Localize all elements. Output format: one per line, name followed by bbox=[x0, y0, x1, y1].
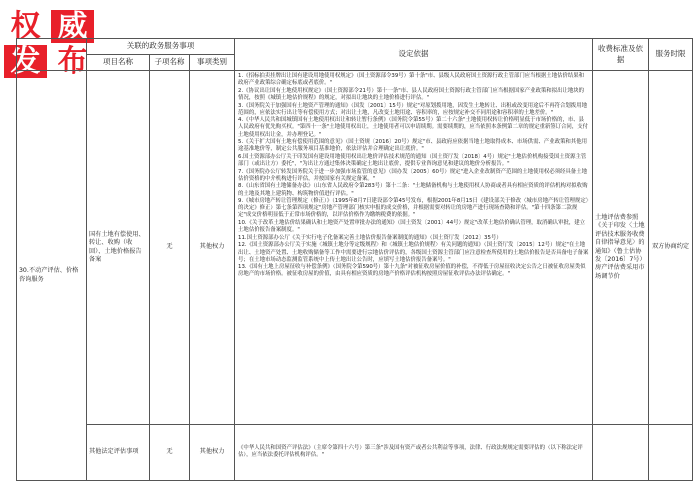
sub-item-cell: 无 bbox=[150, 425, 190, 481]
sub-item-cell: 无 bbox=[150, 71, 190, 425]
fee-header: 收费标准及依据 bbox=[593, 39, 649, 71]
item-name-header: 项目名称 bbox=[87, 55, 150, 71]
table-row bbox=[17, 71, 693, 425]
logo-char: 布 bbox=[57, 43, 88, 79]
basis-paragraph: 2.《协议出让国有土地使用权规定》（国土资源部令21号）第十一条"市、县人民政府国土资源行政主管部门应当根据国家产业政策和拟出让地块的情况，按照《城镇土地估价规程》的规定，对拟出让地块的土地价格进行评估。" bbox=[238, 87, 585, 101]
logo-char: 权 bbox=[10, 8, 41, 44]
basis-paragraph: 5.《关于扩大国有土地有偿使用范围的意见》（国土资规〔2016〕20号）规定"市、县政府应依据当地土地取得成本、市场供需、产业政策和其他用途基准地价等，制定公共服务项目基准地价，依法评估并合理确定出让底价。" bbox=[238, 139, 587, 153]
logo-char: 威 bbox=[51, 10, 94, 43]
logo-char: 发 bbox=[4, 45, 47, 78]
basis-paragraph: 10.《关于改革土地估价结果确认和土地资产处置审批办法的通知》（国土资发〔2001〕44号）规定"改革土地估价确认管理，取消确认审批，建立土地估价报告备案制度。" bbox=[238, 220, 586, 234]
basis-paragraph: 6.国土资源部办公厅关于印发国有建设用地使用权出让地价评估技术规范的通知（国土资厅发〔2018〕4号）规定"土地估价机构接受国土资源主管部门（或出让方）委托"，"为出让方通过集体决策确定土地出让底价，提供专业咨询意见和建议的地价分析报告。" bbox=[238, 153, 587, 167]
time-cell bbox=[649, 425, 693, 481]
header-row-top bbox=[17, 39, 693, 55]
group-header: 关联的政务服务事项 bbox=[87, 39, 235, 55]
services-table-frame bbox=[16, 38, 692, 492]
basis-cell bbox=[235, 425, 593, 481]
category-header: 事项类别 bbox=[190, 55, 235, 71]
index-name-cell: 30.不动产评估、价格咨询服务 bbox=[17, 71, 87, 481]
time-cell: 双方协商约定 bbox=[649, 71, 693, 425]
category-cell: 其他权力 bbox=[190, 425, 235, 481]
item-name-cell: 国有土地有偿使用、转让、收购（收回）、土地价格报告备案 bbox=[87, 71, 150, 425]
index-header-cell bbox=[17, 39, 87, 71]
services-table bbox=[16, 38, 693, 481]
basis-paragraph: 11.国土资源部办公厅《关于实行电子化备案完善土地估价报告备案制度的通知》（国土资厅发〔2012〕35号） bbox=[238, 234, 502, 241]
sub-item-header: 子项名称 bbox=[150, 55, 190, 71]
basis-paragraph: 13.《国有土地上房屋征收与补偿条例》（国务院令第590号）第十九条"对被征收房屋价值的补偿，不得低于房屋征收决定公告之日被征收房屋类似房地产的市场价格。被征收房屋的价值，由具有相应资质的房地产价格评估机构按照房屋征收评估办法评估确定。" bbox=[238, 264, 586, 278]
table-row bbox=[17, 425, 693, 481]
basis-header: 设定依据 bbox=[235, 39, 593, 71]
basis-paragraph: 9.《城市房地产转让管理规定（修正）》（1995年8月7日建设部令第45号发布，根据2001年8月15日《建设部关于修改〈城市房地产转让管理规定〉的决定》修正）第七条第四项规定"房地产管理部门核实申报的成交价格，并根据需要对转让的房地产进行现场查勘和评估。"第十四条第二款规定"成交价格明显低于正常市场价格的，以评估价格作为缴纳税费的依据。" bbox=[238, 198, 589, 219]
fee-cell bbox=[593, 425, 649, 481]
basis-paragraph: 3.《国务院关于加强国有土地资产管理的通知》（国发〔2001〕15号）规定"对原划拨用地，因发生土地转让、出租或改变用途后不再符合划拨用地范围的，应依法实行出让等有偿使用方式；对出让土地，凡改变土地用途、容积率的，应按规定补交不同用途和容积率的土地差价。" bbox=[238, 102, 587, 116]
item-name-cell: 其他法定评估事项 bbox=[87, 425, 150, 481]
basis-paragraph: 12.《国土资源部办公厅关于实施〈城镇土地分等定级规程〉和〈城镇土地估价规程〉有关问题的通知》（国土资厅发〔2015〕12号）规定"在土地出让、土地资产处置、土地收购储备等工作中需要进行宗地估价评估的，各级国土资源主管部门应注意检查所使用的土地估价报告是否具备电子备案号；在土地市场动态监测监管系统中上传土地出让公告时，应填写土地估价报告备案号。" bbox=[238, 242, 589, 263]
fee-cell: 土地评估费参照《关于印发〈土地评估技术服务收费自律指导意见〉的通知》（鲁土估协发〔2016〕7号）房产评估费采用市场调节价 bbox=[593, 71, 649, 425]
basis-paragraph: 1.《招标拍卖挂牌出让国有建设用地使用权规定》（国土资源部令39号）第十条"市、县级人民政府国土资源行政主管部门应当根据土地估价结果和政府产业政策综合确定标底或者底价。" bbox=[238, 73, 585, 87]
basis-paragraph: 7.《国务院办公厅转发国务院关于进一步加强市场监管的意见》（国办发〔2005〕60号）规定"进入企业改制资产范围的土地使用权必须经具备土地估价资格的中介机构进行评估，并按国家有关规定备案。" bbox=[238, 168, 587, 182]
basis-paragraph: 8.《山东省国有土地储备办法》（山东省人民政府令第283号）第十二条："土地储备机构与土地使用权人协商或者具有相应资质的评估机构对拟收购的土地及其地上建筑物、构筑物价值进行评估。" bbox=[238, 183, 588, 197]
basis-paragraph: 《中华人民共和国资产评估法》（主席令第四十六号）第三条"涉及国有资产或者公共利益等事项，法律、行政法规规定需要评估的（以下称法定评估），应当依法委托评估机构评估。" bbox=[238, 445, 583, 459]
basis-cell bbox=[235, 71, 593, 425]
category-cell: 其他权力 bbox=[190, 71, 235, 425]
time-header: 服务时限 bbox=[649, 39, 693, 71]
basis-paragraph: 4.《中华人民共和国城镇国有土地使用权出让和转让暂行条例》（国务院令第55号）第二十六条"土地使用权转让价格明显低于市场价格的，市、县人民政府有优先购买权。"第四十一条"土地使用权出让，土地使用者可以申请续期。需要续期的，应当依照本条例第二章的规定重新签订合同，支付土地使用权出让金，并办理登记。" bbox=[238, 117, 588, 138]
